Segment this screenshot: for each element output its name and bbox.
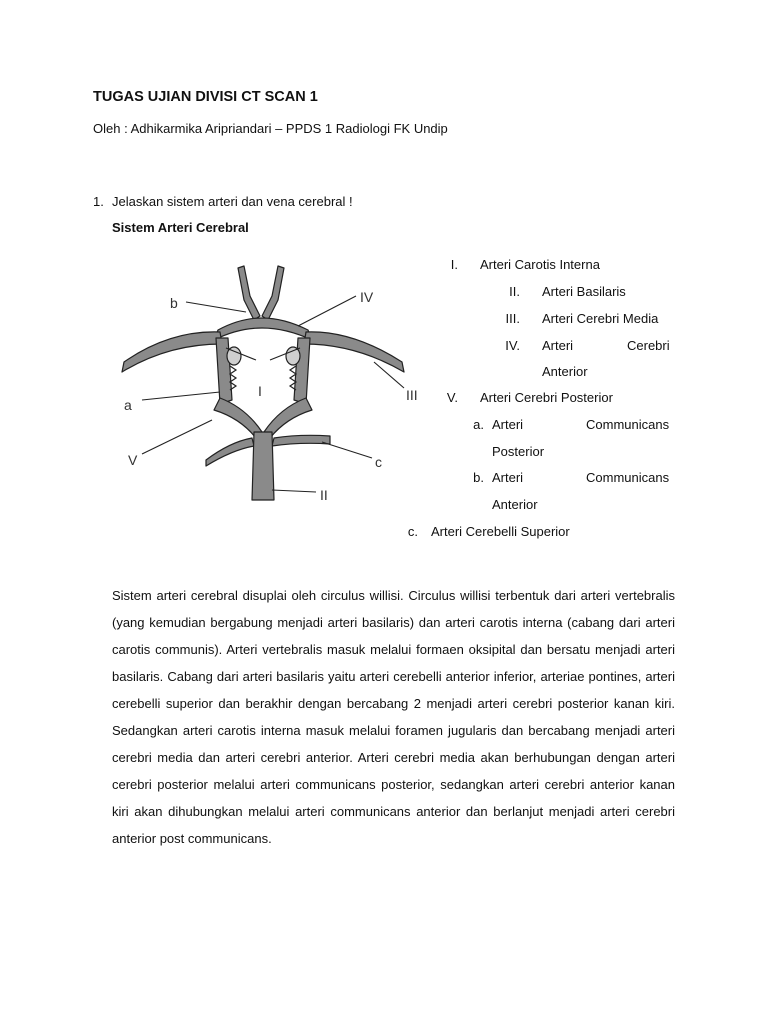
middle-cerebral-right [304,332,404,372]
diagram-label-I: I [258,383,262,399]
body-paragraph: Sistem arteri cerebral disuplai oleh circulus willisi. Circulus willisi terbentuk dari arteri vertebralis (yang kemudian bergabung menjadi arteri basilaris) dan arteri carotis interna (cabang dari arteri carotis communis). Arteri vertebralis masuk melalui formaen oksipital dan bersatu menjadi arteri basilaris. Cabang dari arteri basilaris yaitu arteri cerebelli anterior inferior, arteriae pontines, arteri cerebelli superior dan berakhir dengan bercabang 2 menjadi arteri cerebri posterior kanan kiri. Sedangkan arteri carotis interna masuk melalui foramen jugularis dan bercabang menjadi arteri cerebri media dan arteri cerebri anterior. Arteri cerebri media akan berhubungan dengan arteri cerebri posterior melalui arteri communicans posterior, sedangkan arteri cerebri anterior kanan kiri akan dihubungkan melalui arteri communicans anterior dan berlanjut menjadi arteri cerebri anterior post communicans. [112,588,675,846]
anterior-cerebral-left [238,266,260,320]
carotid-bulb-right [286,347,300,365]
legend-text-c: Anterior [542,364,588,379]
diagram-label-b: b [170,295,178,311]
legend-text: Arteri Cerebri Posterior [480,390,613,405]
author-line: Oleh : Adhikarmika Aripriandari – PPDS 1 Radiologi FK Undip [93,121,448,136]
diagram-label-III: III [406,387,418,403]
legend-num: c. [407,524,418,539]
section-title: Sistem Arteri Cerebral [112,220,249,235]
diagram-label-c: c [375,454,382,470]
legend-text: Arteri Cerebelli Superior [431,524,570,539]
legend-num: V. [446,390,458,405]
legend-num: I. [450,257,458,272]
legend-text-a: Arteri [542,338,574,353]
diagram-label-V: V [128,452,138,468]
legend-num: a. [473,417,484,432]
superior-cerebellar-right [272,435,330,446]
circle-of-willis-diagram [118,256,418,516]
legend-text-a: Arteri [492,470,524,485]
legend-text-c: Posterior [492,444,545,459]
legend-text-c: Anterior [492,497,538,512]
question-text: Jelaskan sistem arteri dan vena cerebral ! [112,194,353,209]
document-title: TUGAS UJIAN DIVISI CT SCAN 1 [93,89,318,105]
legend-num: II. [509,284,520,299]
legend-num: b. [473,470,484,485]
legend-text: Arteri Cerebri Media [542,311,659,326]
legend-text: Arteri Carotis Interna [480,257,600,272]
legend-num: III. [505,311,520,326]
legend-num: IV. [505,338,520,353]
legend-text-b: Cerebri [627,338,670,353]
legend-text: Arteri Basilaris [542,284,626,299]
legend-text-b: Communicans [586,470,670,485]
anterior-arch [214,318,312,340]
legend-text-a: Arteri [492,417,524,432]
question-number: 1. [93,194,104,209]
diagram-label-IV: IV [360,289,374,305]
anterior-cerebral-right [262,266,284,320]
diagram-label-II: II [320,487,328,503]
middle-cerebral-left [122,332,222,372]
superior-cerebellar-left [206,438,254,466]
legend-text-b: Communicans [586,417,670,432]
posterior-communicating-left [216,338,232,404]
diagram-label-a: a [124,397,132,413]
basilar-artery [252,432,274,500]
